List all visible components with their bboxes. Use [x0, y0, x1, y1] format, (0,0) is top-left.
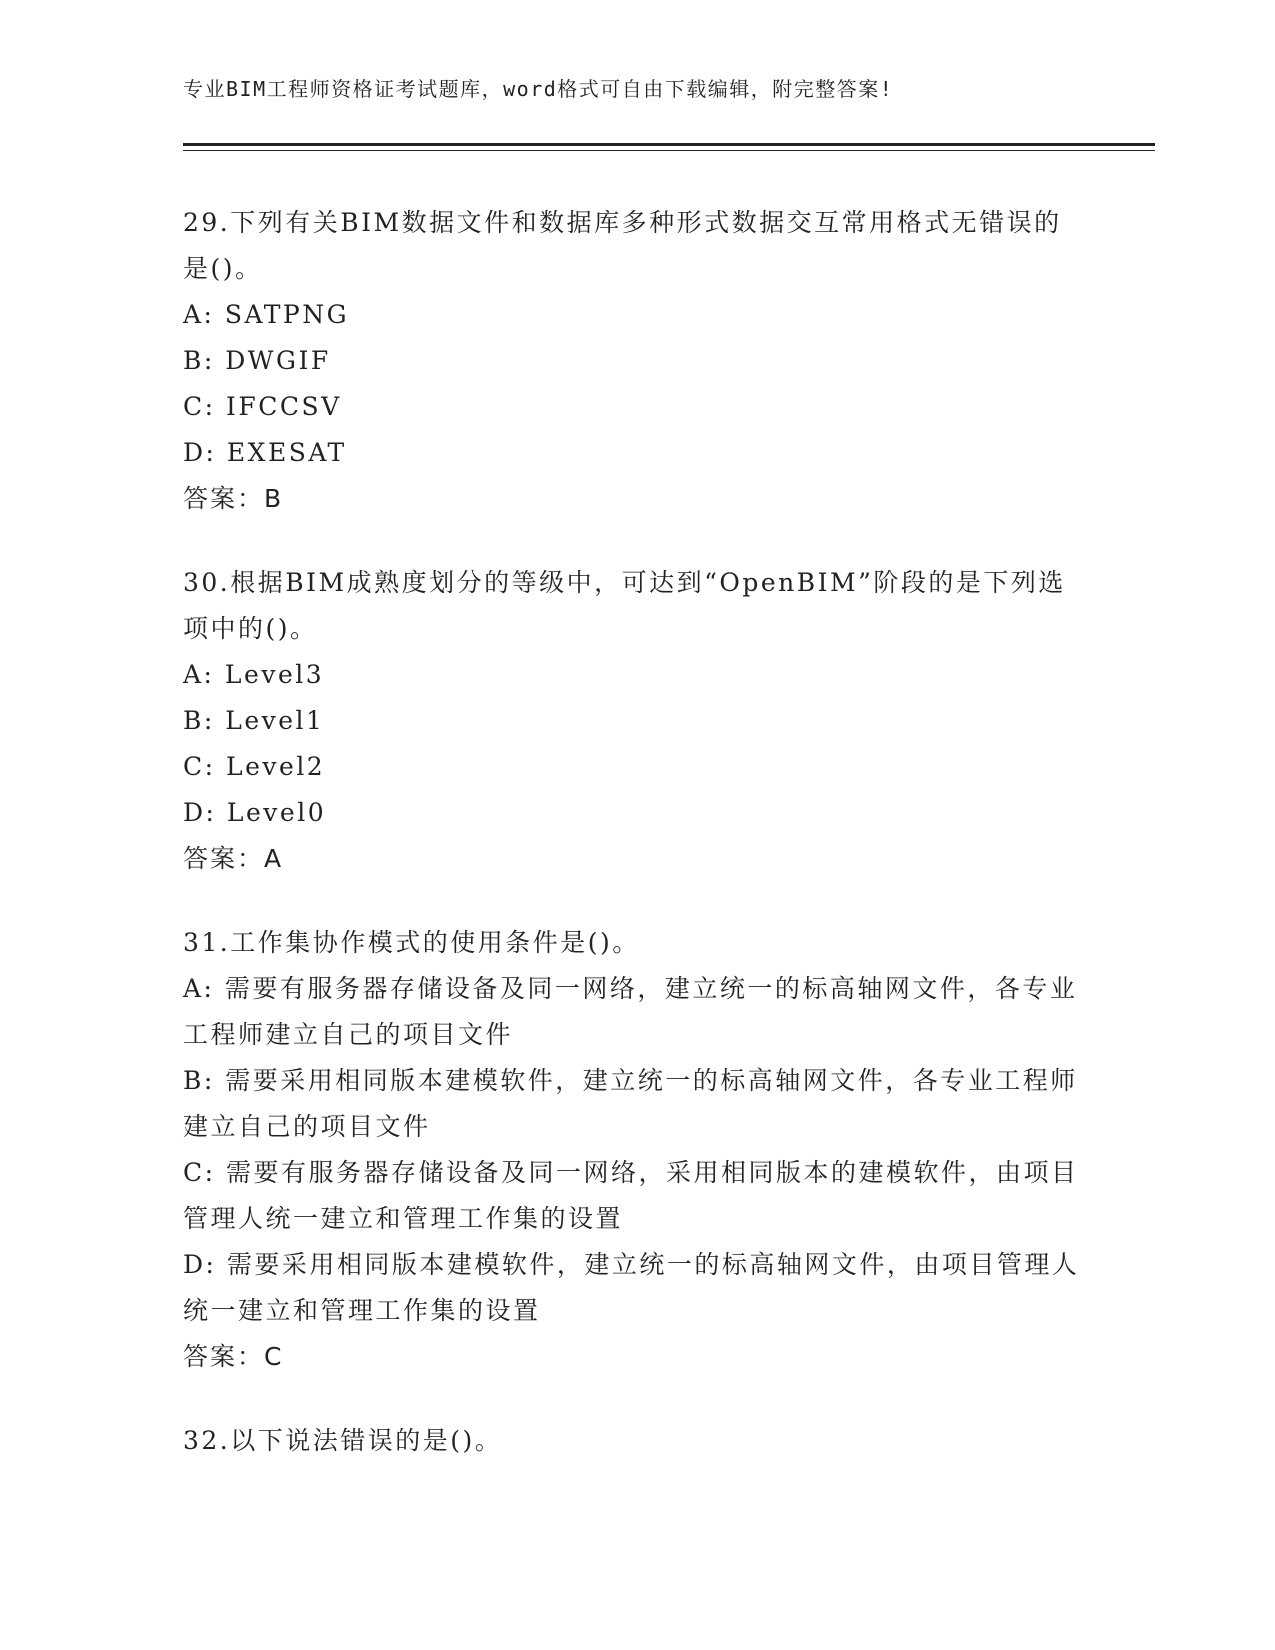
question-text: 29.下列有关BIM数据文件和数据库多种形式数据交互常用格式无错误的是()。 — [183, 208, 1062, 283]
option-d: D: 需要采用相同版本建模软件，建立统一的标高轴网文件，由项目管理人统一建立和管理工作集的设置 — [183, 1250, 1080, 1325]
option-c: C: IFCCSV — [183, 392, 342, 421]
option-d: D: EXESAT — [183, 438, 347, 467]
answer: 答案：C — [183, 1342, 284, 1371]
question-29 — [183, 200, 1083, 522]
option-b: B: 需要采用相同版本建模软件，建立统一的标高轴网文件，各专业工程师建立自己的项目文件 — [183, 1066, 1078, 1141]
answer: 答案：B — [183, 484, 284, 513]
header-rule-thin — [183, 150, 1155, 151]
page-header: 专业BIM工程师资格证考试题库，word格式可自由下载编辑，附完整答案! — [183, 77, 894, 101]
question-32 — [183, 1418, 1083, 1464]
option-b: B: DWGIF — [183, 346, 331, 375]
option-a: A: Level3 — [183, 660, 325, 689]
question-text: 30.根据BIM成熟度划分的等级中，可达到“OpenBIM”阶段的是下列选项中的()。 — [183, 568, 1066, 643]
option-a: A: 需要有服务器存储设备及同一网络，建立统一的标高轴网文件，各专业工程师建立自己的项目文件 — [183, 974, 1078, 1049]
question-text: 31.工作集协作模式的使用条件是()。 — [183, 928, 640, 957]
option-a: A: SATPNG — [183, 300, 350, 329]
question-31 — [183, 920, 1083, 1380]
option-d: D: Level0 — [183, 798, 327, 827]
option-c: C: Level2 — [183, 752, 326, 781]
answer: 答案：A — [183, 844, 284, 873]
option-b: B: Level1 — [183, 706, 325, 735]
option-c: C: 需要有服务器存储设备及同一网络，采用相同版本的建模软件，由项目管理人统一建立和管理工作集的设置 — [183, 1158, 1079, 1233]
question-list — [183, 200, 1083, 1502]
question-30 — [183, 560, 1083, 882]
question-text: 32.以下说法错误的是()。 — [183, 1426, 503, 1455]
header-rule-thick — [183, 143, 1155, 146]
